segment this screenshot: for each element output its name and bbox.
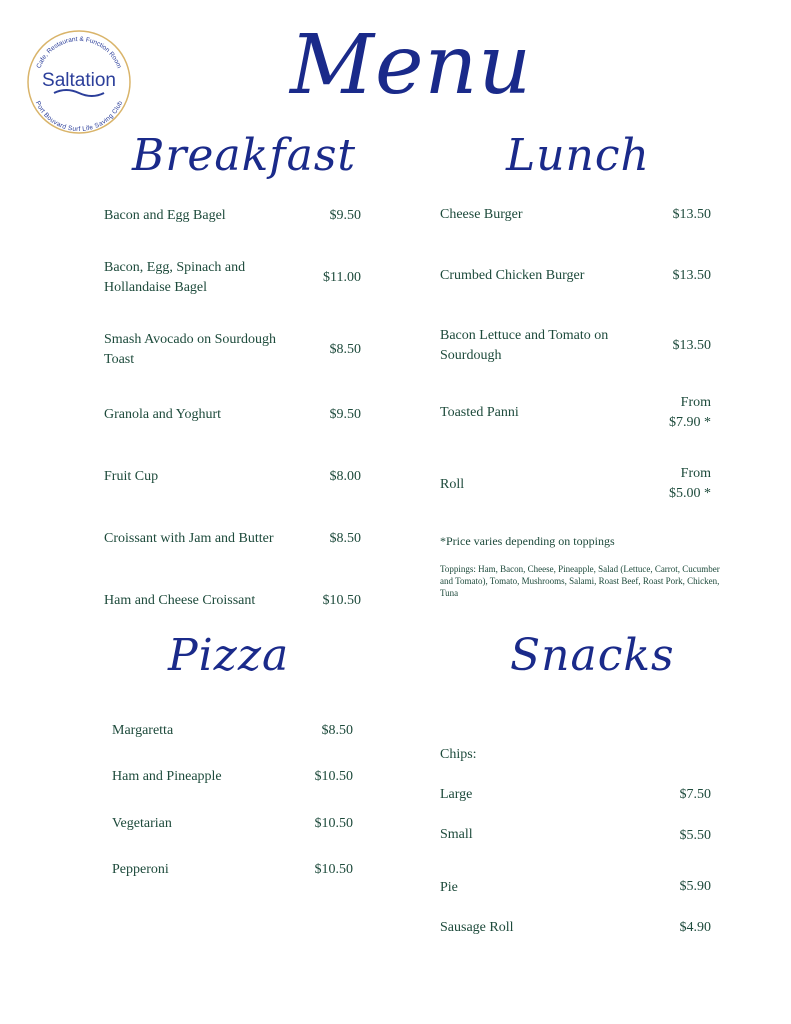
breakfast-item-price: $8.50 xyxy=(329,342,361,357)
breakfast-item-name: Granola and Yoghurt xyxy=(104,407,222,422)
lunch-item-price-prefix: From xyxy=(680,395,711,410)
price-note: *Price varies depending on toppings xyxy=(440,534,615,548)
breakfast-item-price: $9.50 xyxy=(329,407,361,422)
lunch-item-price-prefix: From xyxy=(680,466,711,481)
chips-label: Chips: xyxy=(440,747,477,762)
snack-item-price: $7.50 xyxy=(679,787,711,802)
pizza-item-name: Vegetarian xyxy=(112,816,172,831)
pizza-heading: Pizza xyxy=(168,630,290,681)
breakfast-item-price: $8.50 xyxy=(329,531,361,546)
snacks-heading: Snacks xyxy=(510,630,675,681)
lunch-item-name: Crumbed Chicken Burger xyxy=(440,268,585,283)
breakfast-item-name: Bacon, Egg, Spinach and Hollandaise Bagel xyxy=(104,260,246,295)
pizza-item-name: Ham and Pineapple xyxy=(112,769,222,784)
lunch-item-name: Roll xyxy=(440,477,465,492)
snack-item-name: Sausage Roll xyxy=(440,920,514,935)
pizza-item-price: $10.50 xyxy=(314,862,353,877)
breakfast-item-name: Bacon and Egg Bagel xyxy=(104,208,226,223)
pizza-item-name: Pepperoni xyxy=(112,862,169,877)
breakfast-item-price: $8.00 xyxy=(329,469,361,484)
snack-item-price: $5.90 xyxy=(679,879,711,894)
lunch-item-price: $13.50 xyxy=(672,338,711,353)
breakfast-item-price: $10.50 xyxy=(322,593,361,608)
snack-item-name: Small xyxy=(440,827,473,842)
lunch-item-name: Bacon Lettuce and Tomato on Sourdough xyxy=(440,328,609,363)
breakfast-heading: Breakfast xyxy=(132,130,357,181)
lunch-item-price: $13.50 xyxy=(672,268,711,283)
lunch-item-price: $5.00 * xyxy=(669,486,711,501)
lunch-item-price: $13.50 xyxy=(672,207,711,222)
pizza-item-price: $10.50 xyxy=(314,769,353,784)
snack-item-name: Large xyxy=(440,787,473,802)
page-title: Menu xyxy=(290,18,533,113)
breakfast-item-name: Fruit Cup xyxy=(104,469,159,484)
snack-item-name: Pie xyxy=(440,880,458,895)
pizza-item-price: $8.50 xyxy=(321,723,353,738)
breakfast-item-name: Ham and Cheese Croissant xyxy=(104,593,256,608)
lunch-item-price: $7.90 * xyxy=(669,415,711,430)
snack-item-price: $5.50 xyxy=(679,828,711,843)
lunch-item-name: Toasted Panni xyxy=(440,405,519,420)
breakfast-item-name: Smash Avocado on Sourdough Toast xyxy=(104,332,277,367)
logo-arc-bottom: Port Bouvard Surf Life Saving Club xyxy=(33,100,125,134)
logo-arc-top: Cafe, Restaurant & Function Room xyxy=(35,35,123,70)
toppings-note: Toppings: Ham, Bacon, Cheese, Pineapple, Salad (Lettuce, Carrot, Cucumber and Tomato), Tomato, Mushrooms, Salami, Roast Beef, Roast Pork, Chicken, Tuna xyxy=(440,564,720,598)
snack-item-price: $4.90 xyxy=(679,920,711,935)
lunch-heading: Lunch xyxy=(506,130,650,181)
lunch-item-name: Cheese Burger xyxy=(440,207,523,222)
logo-name: Saltation xyxy=(42,70,116,91)
pizza-item-price: $10.50 xyxy=(314,816,353,831)
breakfast-item-price: $11.00 xyxy=(323,270,361,285)
breakfast-item-price: $9.50 xyxy=(329,208,361,223)
saltation-logo xyxy=(26,29,132,135)
breakfast-item-name: Croissant with Jam and Butter xyxy=(104,531,274,546)
pizza-item-name: Margaretta xyxy=(112,723,174,738)
